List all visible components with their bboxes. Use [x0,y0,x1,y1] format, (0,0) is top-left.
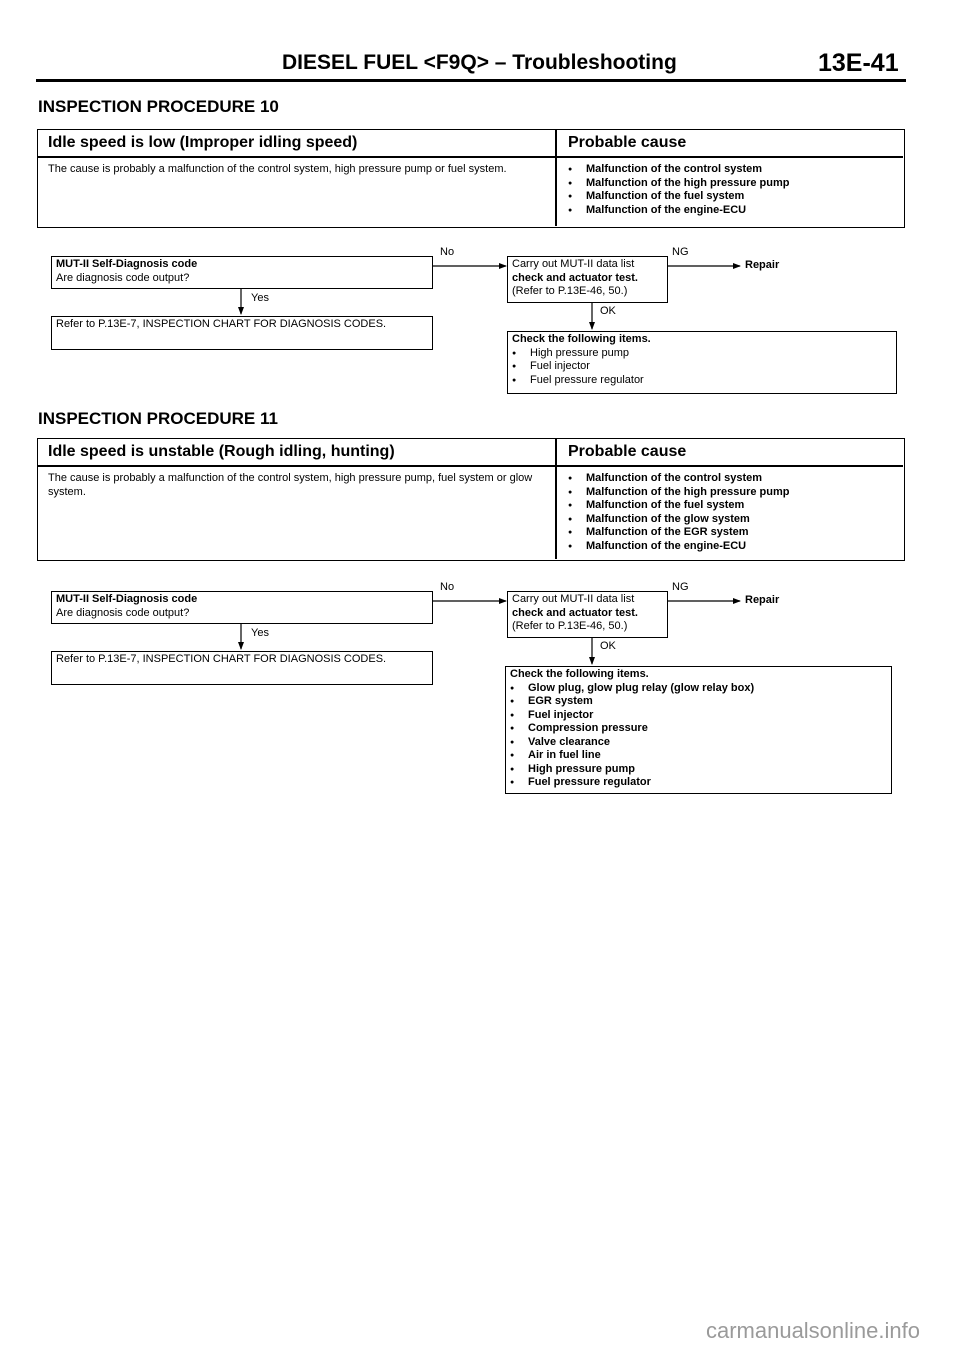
repair-label: Repair [745,259,780,271]
refer-chart-box: Refer to P.13E-7, INSPECTION CHART FOR DIAGNOSIS CODES. [51,316,433,350]
yes-label: Yes [251,292,269,304]
check-item: ● Glow plug, glow plug relay (glow relay box) [510,682,887,696]
page-title: DIESEL FUEL <F9Q> – Troubleshooting [282,51,677,74]
check-items-title: Check the following items. [510,668,649,680]
data-list-box [507,256,668,303]
no-label: No [440,246,455,258]
diagnosis-code-question: Are diagnosis code output? [56,271,190,284]
cause-item: ● Malfunction of the fuel system [568,190,790,204]
table-column-rule [555,130,557,226]
check-item: ● Air in fuel line [510,749,887,763]
no-label: No [440,581,455,593]
ng-label: NG [672,581,689,593]
watermark: carmanualsonline.info [705,1318,920,1343]
ok-label: OK [600,640,616,652]
check-item: ● Fuel injector [512,360,892,374]
data-list-line-3: (Refer to P.13E-46, 50.) [512,285,628,297]
data-list-line-3: (Refer to P.13E-46, 50.) [512,620,628,632]
ok-label: OK [600,305,616,317]
cause-item: ● Malfunction of the control system [568,472,790,486]
procedure-11-title: INSPECTION PROCEDURE 11 [38,409,278,428]
check-items-box [507,331,897,394]
check-items-list [510,682,887,790]
symptom-heading: Idle speed is low (Improper idling speed) [48,134,358,151]
table-header-rule [38,156,903,158]
data-list-box [507,591,668,638]
diagnosis-code-question: Are diagnosis code output? [56,606,190,619]
cause-item: ● Malfunction of the fuel system [568,499,790,513]
table-header-rule [38,465,903,467]
page-number: 13E-41 [818,49,899,77]
check-items-title: Check the following items. [512,333,651,345]
cause-item: ● Malfunction of the control system [568,163,790,177]
data-list-line-2: check and actuator test. [512,271,638,284]
cause-item: ● Malfunction of the glow system [568,513,790,527]
check-item: ● Fuel pressure regulator [510,776,887,790]
cause-item: ● Malfunction of the engine-ECU [568,540,790,554]
diagnosis-code-title: MUT-II Self-Diagnosis code [56,593,198,605]
check-items-list [512,347,892,388]
diagnosis-code-box [51,591,433,624]
check-item: ● Fuel pressure regulator [512,374,892,388]
check-item: ● Compression pressure [510,722,887,736]
procedure-11-table [37,438,905,561]
symptom-heading: Idle speed is unstable (Rough idling, hunting) [48,443,395,460]
data-list-line-2: check and actuator test. [512,606,638,619]
probable-cause-list [568,472,790,553]
check-item: ● Fuel injector [510,709,887,723]
repair-label: Repair [745,594,780,606]
cause-item: ● Malfunction of the engine-ECU [568,204,790,218]
procedure-10-table [37,129,905,228]
check-item: ● Valve clearance [510,736,887,750]
probable-cause-heading: Probable cause [568,134,687,151]
data-list-line-1: Carry out MUT-II data list [512,258,635,270]
procedure-10-title: INSPECTION PROCEDURE 10 [38,97,279,116]
check-item: ● High pressure pump [512,347,892,361]
symptom-description: The cause is probably a malfunction of the control system, high pressure pump, fuel system or glow system. [48,472,533,498]
table-column-rule [555,439,557,559]
diagnosis-code-box [51,256,433,289]
symptom-description: The cause is probably a malfunction of the control system, high pressure pump or fuel system. [48,163,507,175]
probable-cause-list [568,163,790,217]
ng-label: NG [672,246,689,258]
refer-chart-box: Refer to P.13E-7, INSPECTION CHART FOR DIAGNOSIS CODES. [51,651,433,685]
diagnosis-code-title: MUT-II Self-Diagnosis code [56,258,198,270]
check-items-box [505,666,892,794]
data-list-line-1: Carry out MUT-II data list [512,593,635,605]
check-item: ● High pressure pump [510,763,887,777]
cause-item: ● Malfunction of the high pressure pump [568,486,790,500]
yes-label: Yes [251,627,269,639]
check-item: ● EGR system [510,695,887,709]
probable-cause-heading: Probable cause [568,443,687,460]
cause-item: ● Malfunction of the EGR system [568,526,790,540]
cause-item: ● Malfunction of the high pressure pump [568,177,790,191]
